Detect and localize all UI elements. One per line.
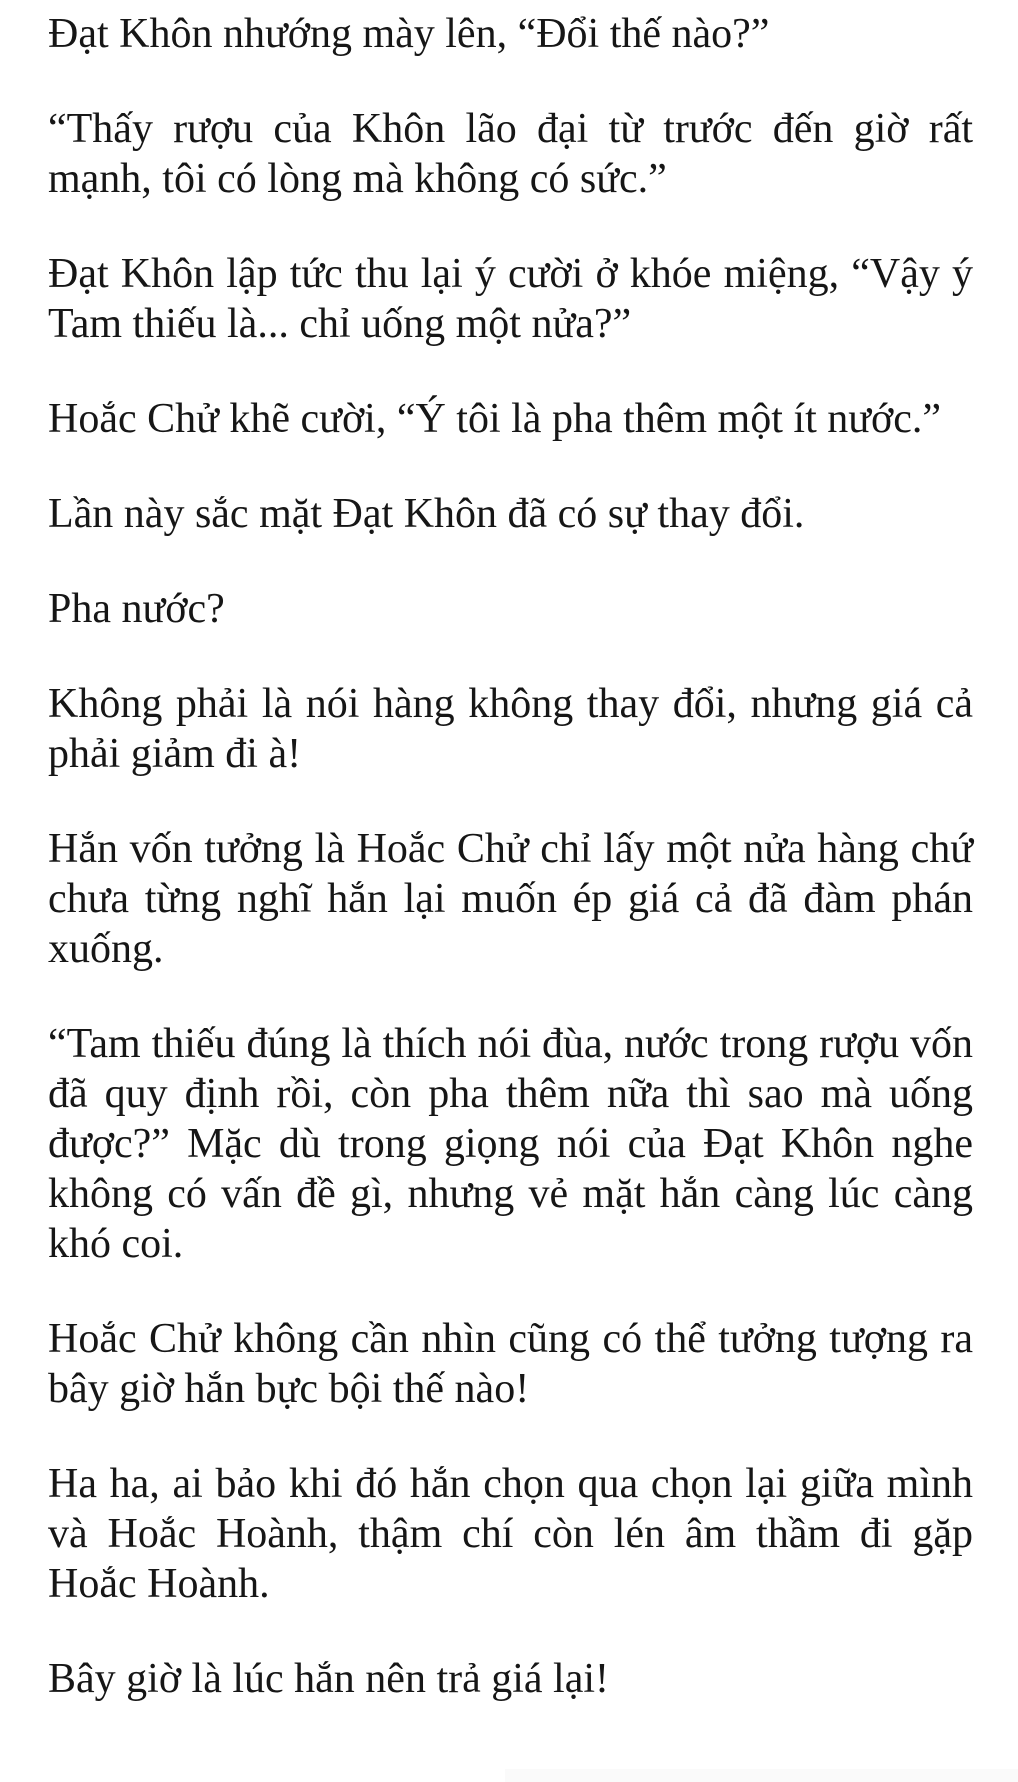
bottom-overlay-strip (505, 1769, 1018, 1782)
paragraph: Bây giờ là lúc hắn nên trả giá lại! (48, 1656, 610, 1702)
paragraph: Hoắc Chử không cần nhìn cũng có thể tưởng tượng ra bây giờ hắn bực bội thế nào! (48, 1316, 973, 1412)
paragraph: Hắn vốn tưởng là Hoắc Chử chỉ lấy một nửa hàng chứ chưa từng nghĩ hắn lại muốn ép giá cả đã đàm phán xuống. (48, 826, 973, 972)
paragraph: Đạt Khôn nhướng mày lên, “Đổi thế nào?” (48, 11, 770, 57)
paragraph: “Thấy rượu của Khôn lão đại từ trước đến giờ rất mạnh, tôi có lòng mà không có sức.” (48, 106, 973, 202)
paragraph: Ha ha, ai bảo khi đó hắn chọn qua chọn lại giữa mình và Hoắc Hoành, thậm chí còn lén âm thầm đi gặp Hoắc Hoành. (48, 1461, 973, 1607)
paragraph: Pha nước? (48, 586, 225, 632)
paragraph: Đạt Khôn lập tức thu lại ý cười ở khóe miệng, “Vậy ý Tam thiếu là... chỉ uống một nửa?” (48, 251, 973, 347)
paragraph: “Tam thiếu đúng là thích nói đùa, nước trong rượu vốn đã quy định rồi, còn pha thêm nữa thì sao mà uống được?” Mặc dù trong giọng nói của Đạt Khôn nghe không có vấn đề gì, nhưng vẻ mặt hắn càng lúc càng khó coi. (48, 1021, 973, 1267)
paragraph: Lần này sắc mặt Đạt Khôn đã có sự thay đổi. (48, 491, 805, 537)
paragraph: Hoắc Chử khẽ cười, “Ý tôi là pha thêm một ít nước.” (48, 396, 941, 442)
paragraph: Không phải là nói hàng không thay đổi, nhưng giá cả phải giảm đi à! (48, 681, 973, 777)
